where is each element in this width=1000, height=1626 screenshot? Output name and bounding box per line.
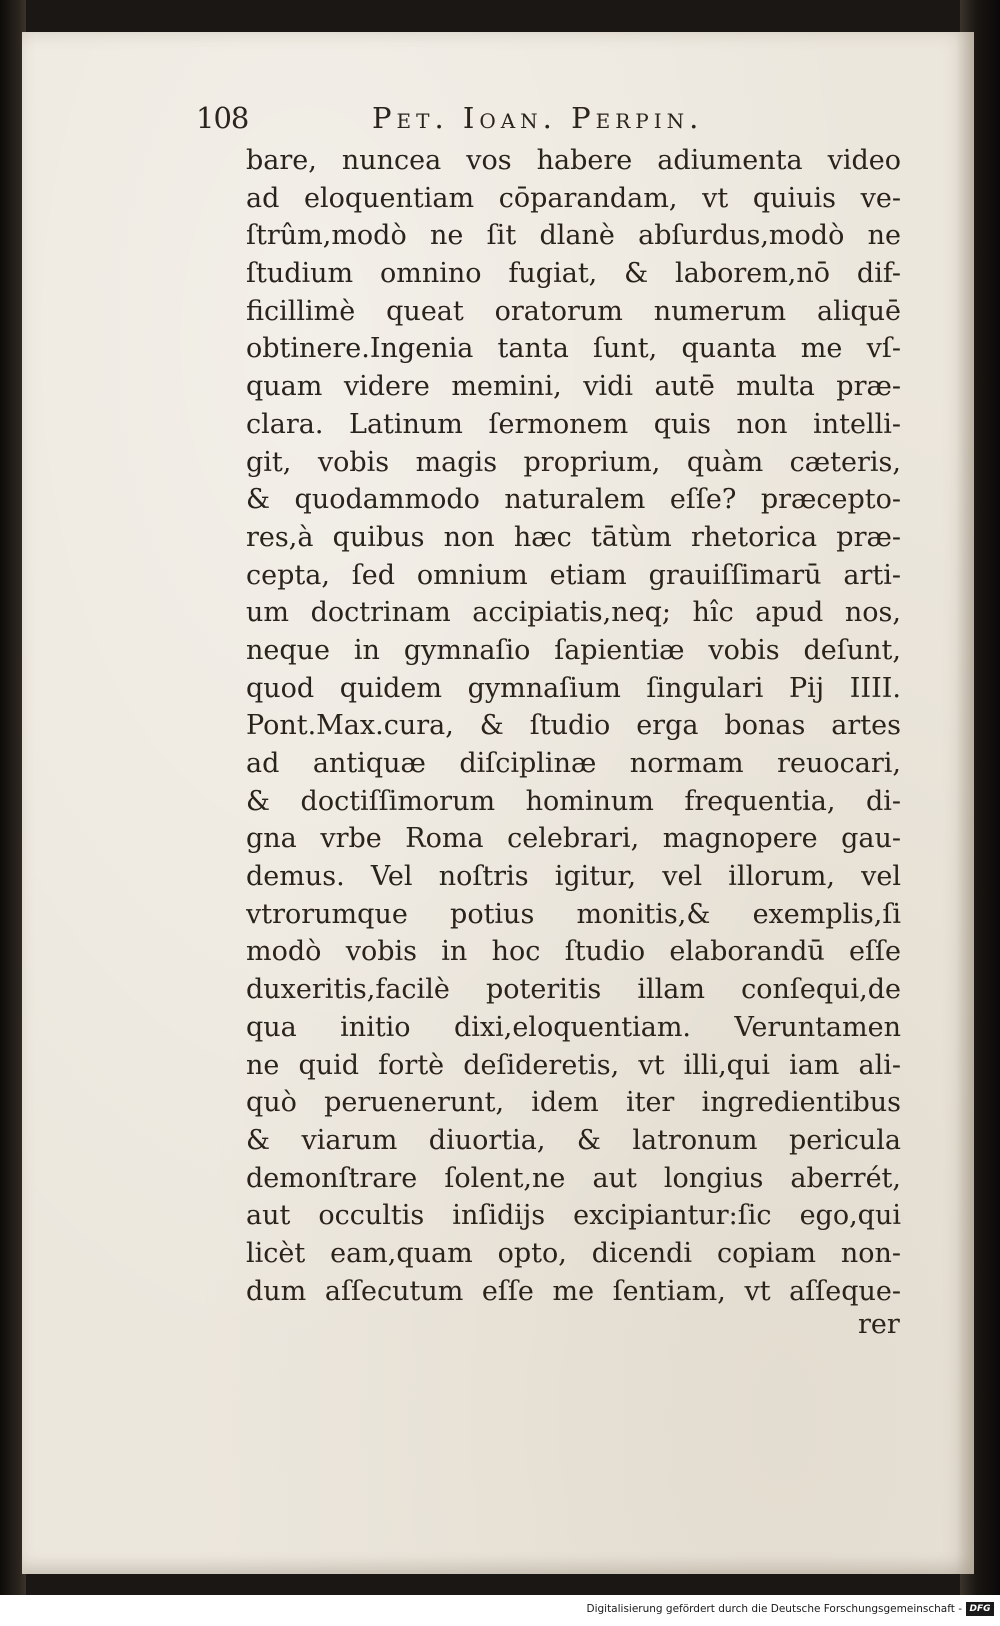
funding-credit: Digitalisierung gefördert durch die Deutsche Forschungsgemeinschaft - [586, 1603, 962, 1615]
text-line: ſtudium omnino fugiat, & laborem,nō dif- [246, 258, 901, 290]
catchword: rer [858, 1309, 900, 1340]
text-line: um doctrinam accipiatis,neq; hîc apud nos, [246, 597, 901, 629]
text-line: ad antiquæ diſciplinæ normam reuocari, [246, 748, 901, 779]
text-line: demus. Vel noſtris igitur, vel illorum, vel [246, 861, 901, 893]
text-line: qua initio dixi,eloquentiam. Veruntamen [246, 1011, 901, 1043]
page-header [196, 101, 796, 145]
text-line: git, vobis magis proprium, quàm cæteris, [246, 446, 901, 478]
text-line: vtrorumque potius monitis,& exemplis,ſi [246, 898, 901, 930]
text-line: modò vobis in hoc ſtudio elaborandū eſſe [246, 936, 901, 968]
text-line: aut occultis inſidijs excipiantur:ſic ego,qui [246, 1200, 901, 1232]
text-line: ad eloquentiam cōparandam, vt quiuis ve- [246, 182, 901, 214]
text-line: bare, nuncea vos habere adiumenta video [246, 145, 901, 176]
digitization-footer [0, 1595, 1000, 1626]
text-line: neque in gymnaſio ſapientiæ vobis deſunt, [246, 634, 901, 666]
text-line: gna vrbe Roma celebrari, magnopere gau- [246, 823, 901, 855]
text-line: demonſtrare ſolent,ne aut longius aberrét, [246, 1162, 901, 1194]
text-line: ficillimè queat oratorum numerum aliquē [246, 295, 901, 327]
text-line: dum aſſecutum eſſe me ſentiam, vt aſſeque- [246, 1275, 901, 1307]
text-line: clara. Latinum ſermonem quis non intelli- [246, 408, 901, 440]
text-line: duxeritis,facilè poteritis illam conſequi,de [246, 974, 901, 1006]
text-line: quò peruenerunt, idem iter ingredientibus [246, 1087, 901, 1119]
text-line: Pont.Max.cura, & ſtudio erga bonas artes [246, 710, 901, 742]
text-line: cepta, ſed omnium etiam grauiſſimarū arti- [246, 559, 901, 591]
running-head: Pet. Ioan. Perpin. [372, 101, 704, 135]
text-line: ne quid fortè deſideretis, vt illi,qui iam ali- [246, 1049, 901, 1081]
text-line: & doctiſſimorum hominum frequentia, di- [246, 785, 901, 817]
page-gutter-shadow [956, 32, 974, 1574]
body-text [246, 142, 901, 1310]
text-line: & quodammodo naturalem eſſe? præcepto- [246, 484, 901, 516]
text-line: quam videre memini, vidi autē multa præ- [246, 371, 901, 403]
text-line: quod quidem gymnaſium ſingulari Pij IIII. [246, 672, 901, 704]
text-line: ſtrûm,modò ne ſit dlanè abſurdus,modò ne [246, 220, 901, 252]
dfg-logo: DFG [966, 1602, 994, 1616]
page-number: 108 [196, 101, 249, 135]
text-line: res,à quibus non hæc tātùm rhetorica præ- [246, 521, 901, 553]
text-line: & viarum diuortia, & latronum pericula [246, 1124, 901, 1156]
text-line: licèt eam,quam opto, dicendi copiam non- [246, 1237, 901, 1269]
text-line: obtinere.Ingenia tanta ſunt, quanta me vſ- [246, 333, 901, 365]
